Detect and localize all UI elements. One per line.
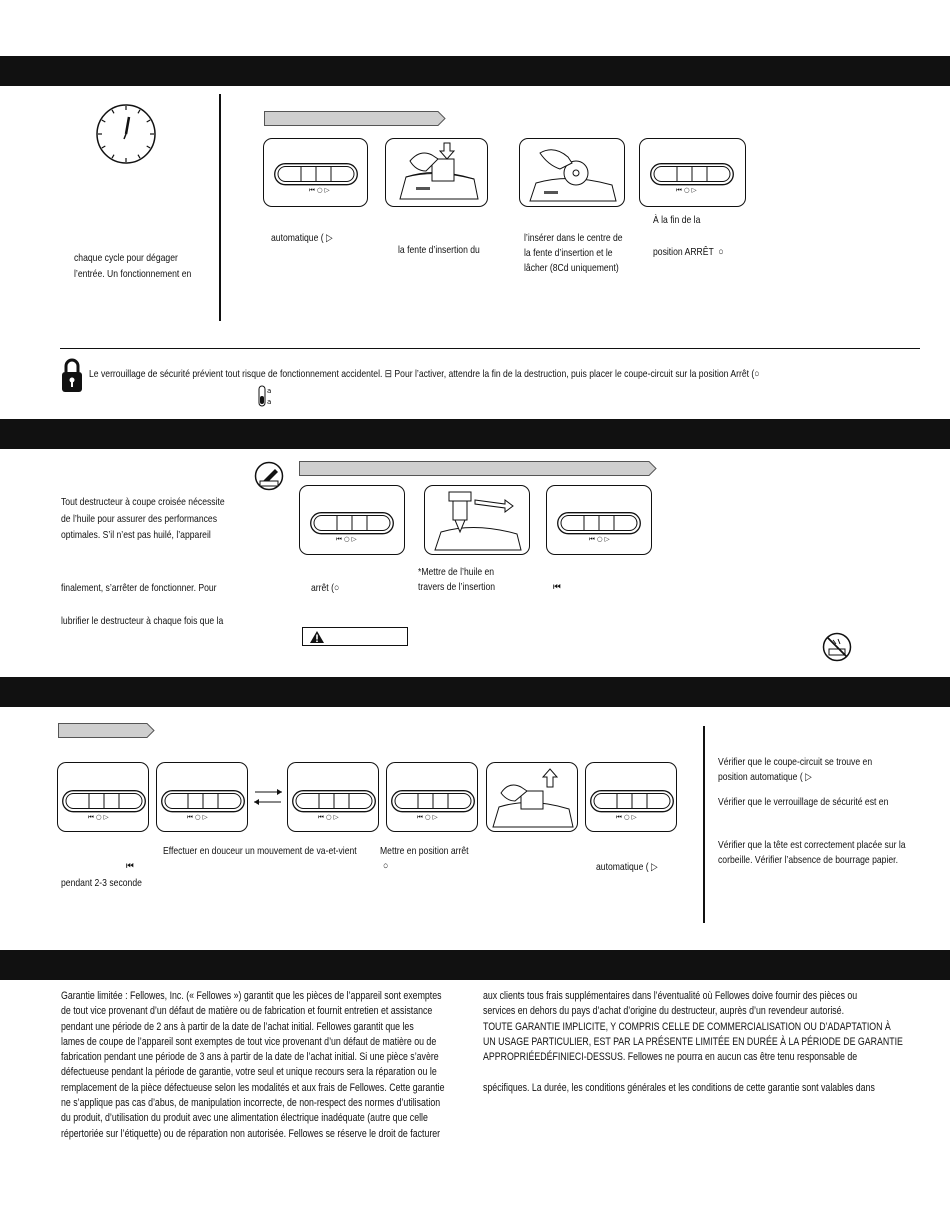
sec2-left-line1: Tout destructeur à coupe croisée nécessite [61,496,225,508]
section-header-band-3 [0,677,950,707]
sec1-caption-1: automatique ( ▷ [271,232,333,244]
warranty-col1: Garantie limitée : Fellowes, Inc. (« Fellowes ») garantit que les pièces de l’appareil sont exemptes de tout vice provenant d’un défaut de matière ou de fabrication et fournit entretien et assistance pendant une période de 2 ans à partir de la date de l’achat initial. Fellowes garantit que les lames de coupe de l’appareil sont exemptes de tout vice provenant d’un défaut de matière ou de fabrication pendant une période de 3 ans à partir de la date de l’achat initial. Si une pièce s’avère défectueuse pendant la période de garantie, votre seul et unique recours sera la réparation ou le remplacement de la pièce défectueuse selon les modalités et aux frais de Fellowes. Cette garantie ne s’applique pas cas d’abus, de manipulation incorrecte, de non-respect des normes d’utilisation du produit, d’utilisation du produit avec une alimentation électrique inadéquate (autre que celle répertoriée sur l’étiquette) ou de réparation non autorisée. Fellowes se réserve le droit de facturer [61,990,445,1140]
sec2-left-line4: finalement, s’arrêter de fonctionner. Pour [61,582,217,594]
section-header-band-1 [0,56,950,86]
sec1-caption-4a: À la fin de la [653,214,701,226]
lock-switch-icon: ⊟ [382,368,395,380]
sec1-caption-3c: lâcher (8Cd uniquement) [524,262,619,274]
warning-box [302,627,408,646]
svg-text:⏮ ○ ▷: ⏮ ○ ▷ [336,535,357,542]
play-icon: ▷ [805,771,812,783]
warranty-col2: aux clients tous frais supplémentaires dans l’éventualité où Fellowes doive fournir des pièces ou services en dehors du pays d’achat d’origine du destructeur, auprès d’un revendeur autorisé. TOUTE GARANTIE IMPLICITE, Y COMPRIS CELLE DE COMMERCIALISATION OU D’ADAPTATION À UN USAGE PARTICULIER, EST PAR LA PRÉSENTE LIMITÉE EN DURÉE À LA PÉRIODE DE GARANTIE APPROPRIÉEDÉFINIECI-DESSUS. Fellowes ne pourra en aucun cas être tenu responsable de [483,990,903,1064]
svg-text:⏮ ○ ▷: ⏮ ○ ▷ [417,813,438,820]
back-forth-arrows-icon [252,785,284,809]
off-circle-icon: ○ [333,582,340,594]
cd-insert-illustration [519,138,625,207]
progress-arrow-bar-2 [299,461,657,477]
svg-text:⏮ ○ ▷: ⏮ ○ ▷ [318,813,339,820]
play-icon: ▷ [326,232,333,244]
sec2-caption-1: arrêt (○ [311,582,340,594]
section-header-band-4 [0,950,950,980]
svg-text:⏮ ○ ▷: ⏮ ○ ▷ [187,813,208,820]
clock-icon [95,103,157,165]
oil-insert-illustration [424,485,530,555]
switch-panel-auto-3f [585,762,677,832]
sec1-bottom-rule [60,348,920,349]
sec3-caption-3: Mettre en position arrêt [380,845,469,857]
paper-remove-illustration [486,762,578,832]
sec3-right-line4: Vérifier que la tête est correctement placée sur la [718,839,906,851]
switch-panel-reverse-3a [57,762,149,832]
sec2-caption-2a: *Mettre de l’huile en [418,566,495,578]
sec3-right-line1: Vérifier que le coupe-circuit se trouve en [718,756,873,768]
switch-panel-3b [156,762,248,832]
sec3-right-line2: position automatique ( ▷ [718,771,812,783]
oil-pen-icon [254,461,284,491]
sec1-caption-2: la fente d’insertion du [398,244,480,256]
sec2-left-line3: optimales. S’il n’est pas huilé, l’appareil [61,529,211,541]
switch-panel-auto [263,138,368,207]
sec2-caption-2b: travers de l’insertion [418,581,496,593]
sec1-caption-4b: position ARRÊT ○ [653,246,724,258]
svg-text:⏮ ○ ▷: ⏮ ○ ▷ [589,535,610,542]
sec2-left-line2: de l’huile pour assurer des performances [61,513,218,525]
progress-arrow-bar-3 [58,723,155,739]
sec1-left-line1: chaque cycle pour dégager [74,252,178,264]
warning-triangle-icon [309,630,325,644]
sec1-caption-3b: la fente d’insertion et le [524,247,613,259]
no-aerosol-icon [822,632,852,662]
off-circle-icon: ○ [383,860,389,872]
section-header-band-2 [0,419,950,449]
sec2-left-line5: lubrifier le destructeur à chaque fois que la [61,615,224,627]
sec3-right-line3: Vérifier que le verrouillage de sécurité est en [718,796,889,808]
switch-panel-off [639,138,746,207]
lock-switch-icon-small [258,384,274,410]
svg-text:⏮ ○ ▷: ⏮ ○ ▷ [616,813,637,820]
sec1-left-line2: l’entrée. Un fonctionnement en [74,268,192,280]
play-icon: ▷ [651,861,658,873]
sec1-caption-3a: l’insérer dans le centre de [524,232,623,244]
svg-text:a: a [267,398,272,406]
svg-text:a: a [267,387,272,395]
off-circle-icon: ○ [754,368,760,380]
switch-panel-off-2 [299,485,405,555]
svg-text:⏮ ○ ▷: ⏮ ○ ▷ [309,186,330,193]
sec1-divider [219,94,221,321]
svg-text:⏮ ○ ▷: ⏮ ○ ▷ [88,813,109,820]
sec3-caption-2: Effectuer en douceur un mouvement de va-et-vient [163,845,357,857]
reverse-icon: ⏮ [553,581,561,593]
progress-arrow-bar [264,111,446,127]
svg-text:⏮ ○ ▷: ⏮ ○ ▷ [676,186,697,193]
switch-panel-reverse [546,485,652,555]
switch-panel-off-3d [386,762,478,832]
switch-panel-3c [287,762,379,832]
paper-insert-illustration [385,138,488,207]
sec3-divider [703,726,705,923]
reverse-icon: ⏮ [126,860,134,872]
sec3-caption-1: pendant 2-3 seconde [61,877,142,889]
padlock-icon [61,356,83,394]
lock-text: Le verrouillage de sécurité prévient tout risque de fonctionnement accidentel. ⊟ Pour l’activer, attendre la fin de la destruction, puis placer le coupe-circuit sur la position Arrêt (○ [89,368,760,380]
warranty-col2-line6: spécifiques. La durée, les conditions générales et les conditions de cette garantie sont valables dans [483,1082,875,1094]
sec3-right-line5: corbeille. Vérifier l’absence de bourrage papier. [718,854,898,866]
sec3-caption-4: automatique ( ▷ [596,861,658,873]
off-circle-icon: ○ [716,246,724,258]
